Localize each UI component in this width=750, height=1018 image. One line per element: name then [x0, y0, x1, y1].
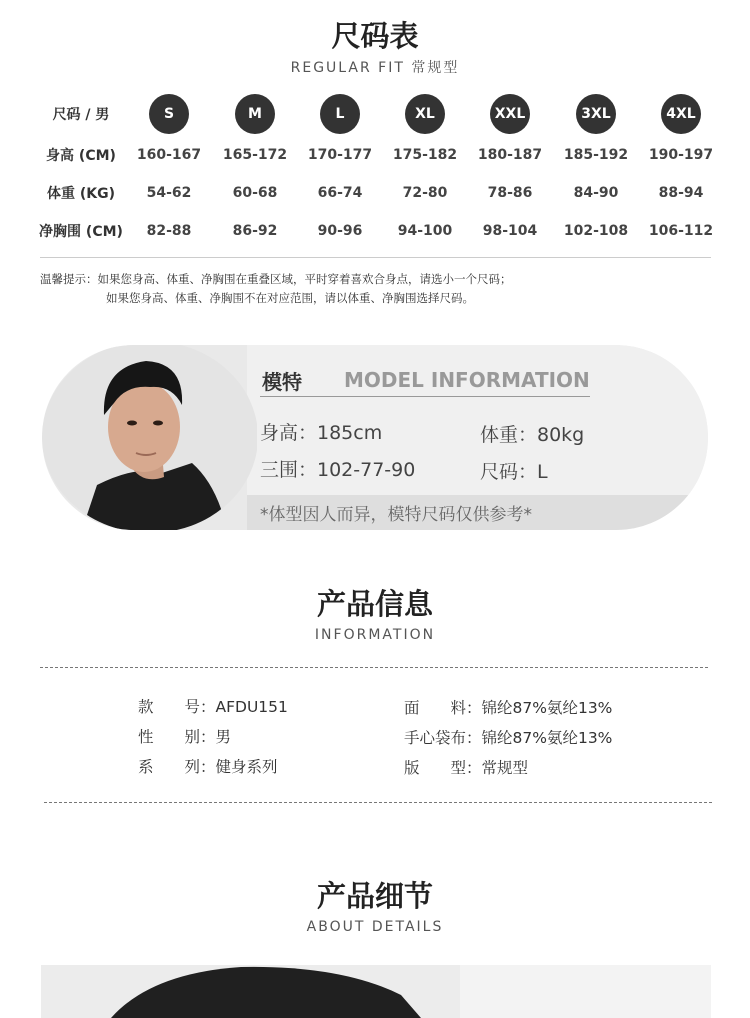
model-measurements: 三围：102-77-90 [260, 459, 416, 481]
size-badge-3xl: 3XL [576, 94, 616, 134]
chest-row-label: 净胸围 (CM) [39, 224, 123, 240]
chest-cell: 102-108 [563, 223, 629, 239]
model-title-underline [260, 396, 590, 397]
model-size: 尺码：L [480, 461, 548, 483]
height-row-label: 身高 (CM) [46, 148, 116, 164]
model-height: 身高：185cm [260, 422, 383, 444]
size-header-label: 尺码 / 男 [52, 107, 110, 123]
size-badge-s: S [149, 94, 189, 134]
product-pocket-lining: 手心袋布：锦纶87%氨纶13% [404, 729, 613, 747]
model-title: 模特 [262, 370, 302, 394]
size-tip-line-2: 如果您身高、体重、净胸围不在对应范围，请以体重、净胸围选择尺码。 [106, 291, 474, 305]
size-badge-4xl: 4XL [661, 94, 701, 134]
weight-row [36, 174, 718, 212]
product-style-no: 款 号：AFDU151 [138, 698, 288, 716]
weight-cell: 84-90 [573, 185, 619, 201]
size-badge-xxl: XXL [490, 94, 530, 134]
chest-row [36, 212, 718, 250]
weight-cell: 54-62 [146, 185, 192, 201]
model-note: *体型因人而异，模特尺码仅供参考* [260, 505, 532, 525]
detail-image-side [460, 965, 711, 1018]
model-title-en: MODEL INFORMATION [344, 368, 590, 392]
detail-image-jacket [41, 965, 460, 1018]
product-details-title: 产品细节 [316, 879, 433, 913]
size-badge-l: L [320, 94, 360, 134]
product-info-top-divider [40, 667, 708, 668]
chest-cell: 106-112 [648, 223, 714, 239]
size-table [36, 92, 718, 250]
product-series: 系 列：健身系列 [138, 758, 278, 776]
product-gender: 性 别：男 [138, 728, 232, 746]
height-cell: 190-197 [648, 147, 714, 163]
weight-cell: 66-74 [317, 185, 363, 201]
product-fit: 版 型：常规型 [404, 759, 529, 777]
size-table-divider [40, 257, 711, 258]
size-badge-m: M [235, 94, 275, 134]
size-badge-xl: XL [405, 94, 445, 134]
product-info-subtitle: INFORMATION [314, 627, 436, 643]
size-chart-subtitle: REGULAR FIT 常规型 [290, 60, 460, 76]
product-info-title: 产品信息 [316, 587, 433, 621]
size-tip-line-1: 温馨提示：如果您身高、体重、净胸围在重叠区域，平时穿着喜欢合身点，请选小一个尺码； [40, 272, 512, 286]
chest-cell: 98-104 [482, 223, 538, 239]
size-header-row [36, 92, 718, 136]
weight-cell: 88-94 [658, 185, 704, 201]
chest-cell: 82-88 [146, 223, 192, 239]
weight-cell: 78-86 [487, 185, 533, 201]
model-weight: 体重：80kg [480, 424, 585, 446]
size-tips [40, 270, 512, 308]
height-cell: 165-172 [222, 147, 288, 163]
size-chart-title: 尺码表 [331, 19, 419, 53]
height-cell: 160-167 [136, 147, 202, 163]
height-cell: 175-182 [392, 147, 458, 163]
weight-cell: 72-80 [402, 185, 448, 201]
height-cell: 170-177 [307, 147, 373, 163]
weight-cell: 60-68 [232, 185, 278, 201]
product-fabric: 面 料：锦纶87%氨纶13% [404, 699, 613, 717]
weight-row-label: 体重 (KG) [46, 186, 115, 202]
height-cell: 180-187 [477, 147, 543, 163]
height-cell: 185-192 [563, 147, 629, 163]
chest-cell: 94-100 [397, 223, 453, 239]
height-row [36, 136, 718, 174]
chest-cell: 86-92 [232, 223, 278, 239]
product-details-subtitle: ABOUT DETAILS [306, 919, 444, 935]
model-avatar [42, 345, 257, 530]
product-info-bottom-divider [44, 802, 712, 803]
chest-cell: 90-96 [317, 223, 363, 239]
